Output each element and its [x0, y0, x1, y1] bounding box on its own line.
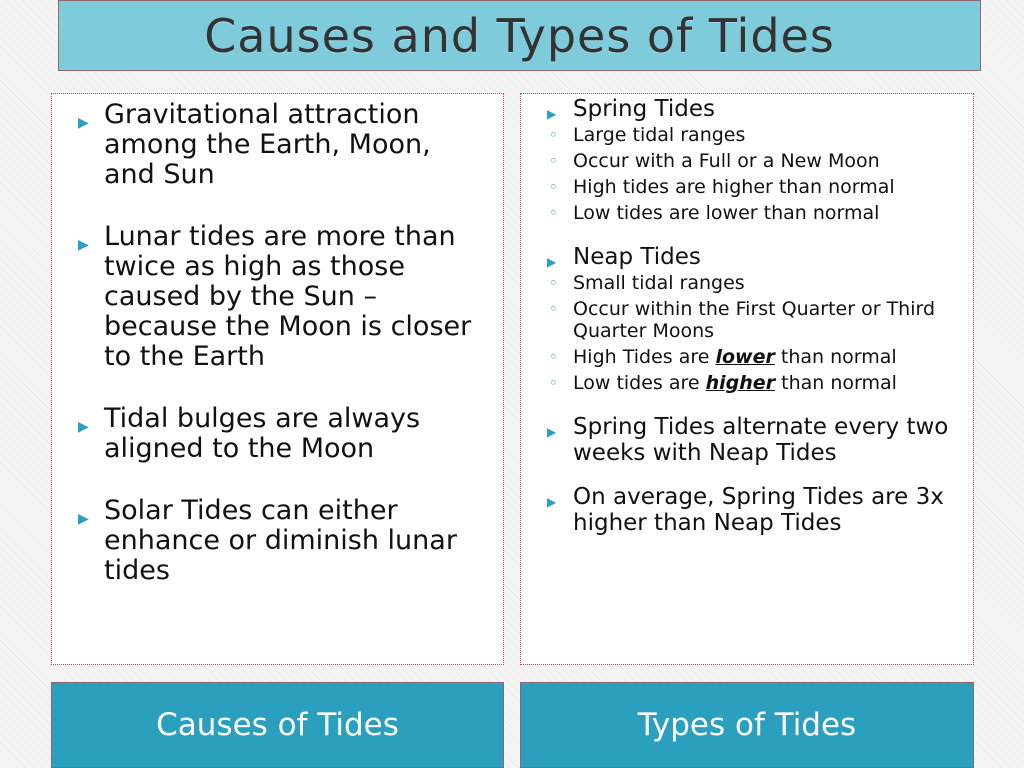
types-list-summary — [545, 414, 963, 536]
list-item-spring-tides — [545, 96, 963, 122]
list-item — [76, 100, 473, 190]
low-tides-emphasis: higher — [705, 372, 776, 394]
sub-list-item — [545, 150, 963, 172]
list-item — [545, 414, 963, 466]
causes-item-text: Gravitational attraction among the Earth, Moon, and Sun — [104, 99, 431, 190]
sub-list-item — [545, 202, 963, 224]
slide-title: Causes and Types of Tides — [204, 8, 835, 63]
sub-item-text: Occur with a Full or a New Moon — [573, 150, 880, 172]
title-banner — [58, 0, 981, 71]
hollow-circle-icon: ◦ — [549, 274, 558, 292]
average-text: On average, Spring Tides are 3x higher than Neap Tides — [573, 484, 944, 536]
types-list — [545, 96, 963, 122]
causes-list — [76, 100, 473, 586]
low-tides-prefix: Low tides are — [573, 372, 706, 394]
types-panel — [520, 93, 974, 665]
sub-list-item — [545, 176, 963, 198]
hollow-circle-icon: ◦ — [549, 204, 558, 222]
neap-tides-sublist — [545, 272, 963, 394]
sub-item-text: Occur within the First Quarter or Third Quarter Moons — [573, 298, 936, 342]
causes-item-text: Solar Tides can either enhance or diminish lunar tides — [104, 495, 457, 586]
sub-item-text: Low tides are lower than normal — [573, 202, 880, 224]
high-tides-emphasis: lower — [715, 346, 775, 368]
sub-list-item — [545, 346, 963, 368]
triangle-right-icon: ▶ — [547, 495, 557, 509]
hollow-circle-icon: ◦ — [549, 126, 558, 144]
sub-list-item — [545, 372, 963, 394]
high-tides-prefix: High Tides are — [573, 346, 716, 368]
low-tides-suffix: than normal — [775, 372, 897, 394]
hollow-circle-icon: ◦ — [549, 152, 558, 170]
list-item-neap-tides — [545, 244, 963, 270]
spring-tides-heading: Spring Tides — [573, 96, 715, 122]
sub-list-item — [545, 124, 963, 146]
causes-label: Causes of Tides — [156, 707, 399, 743]
hollow-circle-icon: ◦ — [549, 374, 558, 392]
sub-item-text: High tides are higher than normal — [573, 176, 895, 198]
hollow-circle-icon: ◦ — [549, 300, 558, 318]
types-label: Types of Tides — [637, 707, 857, 743]
sub-item-text: Large tidal ranges — [573, 124, 746, 146]
causes-item-text: Tidal bulges are always aligned to the Moon — [104, 403, 421, 464]
triangle-right-icon: ▶ — [78, 237, 89, 253]
sub-list-item — [545, 298, 963, 342]
triangle-right-icon: ▶ — [547, 107, 557, 121]
triangle-right-icon: ▶ — [78, 115, 89, 131]
hollow-circle-icon: ◦ — [549, 348, 558, 366]
triangle-right-icon: ▶ — [78, 419, 89, 435]
causes-panel — [51, 93, 504, 665]
types-list-neap — [545, 244, 963, 270]
causes-item-text: Lunar tides are more than twice as high as those caused by the Sun – because the Moon is closer to the Earth — [104, 221, 472, 372]
list-item — [76, 222, 473, 372]
triangle-right-icon: ▶ — [547, 255, 557, 269]
alternate-text: Spring Tides alternate every two weeks with Neap Tides — [573, 414, 949, 466]
triangle-right-icon: ▶ — [547, 425, 557, 439]
high-tides-suffix: than normal — [774, 346, 897, 368]
spring-tides-sublist — [545, 124, 963, 224]
neap-tides-heading: Neap Tides — [573, 244, 701, 270]
causes-label-box — [51, 682, 504, 768]
list-item — [76, 496, 473, 586]
triangle-right-icon: ▶ — [78, 511, 89, 527]
hollow-circle-icon: ◦ — [549, 178, 558, 196]
types-label-box — [520, 682, 974, 768]
sub-item-text: Small tidal ranges — [573, 272, 745, 294]
list-item — [545, 484, 963, 536]
list-item — [76, 404, 473, 464]
sub-list-item — [545, 272, 963, 294]
